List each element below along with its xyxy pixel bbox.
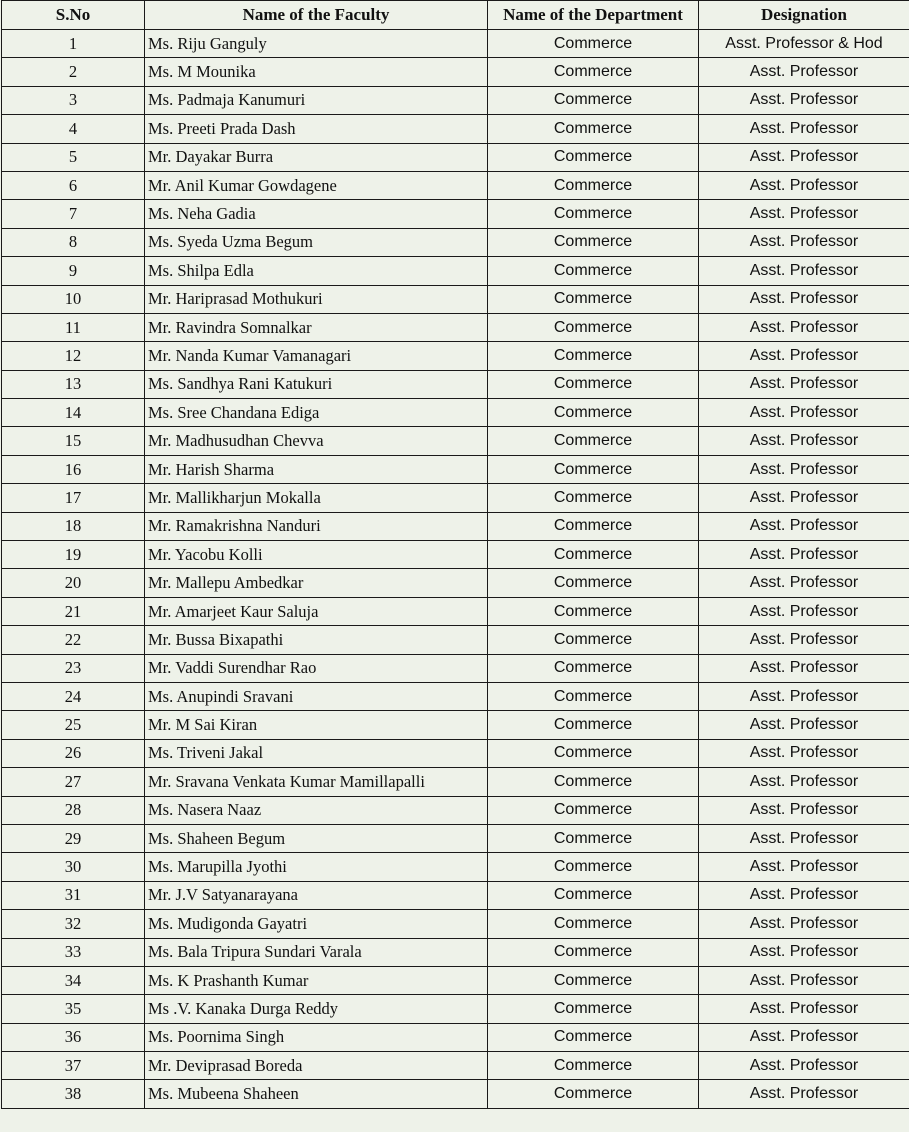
designation-cell: Asst. Professor <box>699 853 909 881</box>
faculty-name-cell: Mr. Bussa Bixapathi <box>145 626 488 654</box>
faculty-name-cell: Ms .V. Kanaka Durga Reddy <box>145 995 488 1023</box>
designation-cell: Asst. Professor <box>699 626 909 654</box>
department-cell: Commerce <box>488 30 699 58</box>
department-cell: Commerce <box>488 1023 699 1051</box>
department-cell: Commerce <box>488 1080 699 1108</box>
table-row <box>2 682 909 710</box>
faculty-name-cell: Ms. Syeda Uzma Begum <box>145 228 488 256</box>
department-cell: Commerce <box>488 455 699 483</box>
table-row <box>2 115 909 143</box>
designation-cell: Asst. Professor & Hod <box>699 30 909 58</box>
designation-cell: Asst. Professor <box>699 938 909 966</box>
header-department: Name of the Department <box>488 1 699 30</box>
table-row <box>2 881 909 909</box>
table-row <box>2 824 909 852</box>
department-cell: Commerce <box>488 1052 699 1080</box>
designation-cell: Asst. Professor <box>699 966 909 994</box>
department-cell: Commerce <box>488 711 699 739</box>
sno-cell: 10 <box>2 285 145 313</box>
designation-cell: Asst. Professor <box>699 796 909 824</box>
designation-cell: Asst. Professor <box>699 342 909 370</box>
table-row <box>2 768 909 796</box>
designation-cell: Asst. Professor <box>699 370 909 398</box>
table-row <box>2 399 909 427</box>
faculty-name-cell: Mr. Anil Kumar Gowdagene <box>145 171 488 199</box>
faculty-name-cell: Ms. Bala Tripura Sundari Varala <box>145 938 488 966</box>
department-cell: Commerce <box>488 342 699 370</box>
sno-cell: 3 <box>2 86 145 114</box>
table-row <box>2 58 909 86</box>
department-cell: Commerce <box>488 313 699 341</box>
designation-cell: Asst. Professor <box>699 1052 909 1080</box>
sno-cell: 30 <box>2 853 145 881</box>
header-row <box>2 1 909 30</box>
table-row <box>2 86 909 114</box>
sno-cell: 15 <box>2 427 145 455</box>
table-row <box>2 143 909 171</box>
table-row <box>2 711 909 739</box>
faculty-name-cell: Mr. Amarjeet Kaur Saluja <box>145 597 488 625</box>
sno-cell: 4 <box>2 115 145 143</box>
sno-cell: 1 <box>2 30 145 58</box>
faculty-name-cell: Mr. Ravindra Somnalkar <box>145 313 488 341</box>
faculty-name-cell: Ms. K Prashanth Kumar <box>145 966 488 994</box>
department-cell: Commerce <box>488 285 699 313</box>
table-row <box>2 739 909 767</box>
table-row <box>2 597 909 625</box>
faculty-name-cell: Ms. Nasera Naaz <box>145 796 488 824</box>
sno-cell: 36 <box>2 1023 145 1051</box>
department-cell: Commerce <box>488 995 699 1023</box>
faculty-name-cell: Ms. Shilpa Edla <box>145 257 488 285</box>
department-cell: Commerce <box>488 541 699 569</box>
designation-cell: Asst. Professor <box>699 881 909 909</box>
table-body <box>2 30 909 1109</box>
faculty-name-cell: Mr. M Sai Kiran <box>145 711 488 739</box>
department-cell: Commerce <box>488 115 699 143</box>
table-row <box>2 285 909 313</box>
faculty-name-cell: Mr. Vaddi Surendhar Rao <box>145 654 488 682</box>
sno-cell: 21 <box>2 597 145 625</box>
faculty-name-cell: Mr. J.V Satyanarayana <box>145 881 488 909</box>
designation-cell: Asst. Professor <box>699 768 909 796</box>
table-row <box>2 30 909 58</box>
faculty-name-cell: Mr. Hariprasad Mothukuri <box>145 285 488 313</box>
department-cell: Commerce <box>488 228 699 256</box>
faculty-name-cell: Ms. Riju Ganguly <box>145 30 488 58</box>
faculty-name-cell: Ms. Neha Gadia <box>145 200 488 228</box>
sno-cell: 34 <box>2 966 145 994</box>
department-cell: Commerce <box>488 966 699 994</box>
sno-cell: 19 <box>2 541 145 569</box>
table-row <box>2 455 909 483</box>
faculty-name-cell: Ms. Poornima Singh <box>145 1023 488 1051</box>
faculty-name-cell: Mr. Sravana Venkata Kumar Mamillapalli <box>145 768 488 796</box>
department-cell: Commerce <box>488 512 699 540</box>
department-cell: Commerce <box>488 86 699 114</box>
designation-cell: Asst. Professor <box>699 597 909 625</box>
table-row <box>2 1052 909 1080</box>
sno-cell: 27 <box>2 768 145 796</box>
table-row <box>2 228 909 256</box>
table-row <box>2 370 909 398</box>
designation-cell: Asst. Professor <box>699 257 909 285</box>
designation-cell: Asst. Professor <box>699 1080 909 1108</box>
table-header <box>2 1 909 30</box>
sno-cell: 2 <box>2 58 145 86</box>
department-cell: Commerce <box>488 427 699 455</box>
department-cell: Commerce <box>488 881 699 909</box>
designation-cell: Asst. Professor <box>699 58 909 86</box>
designation-cell: Asst. Professor <box>699 171 909 199</box>
faculty-name-cell: Ms. M Mounika <box>145 58 488 86</box>
sno-cell: 20 <box>2 569 145 597</box>
table-row <box>2 484 909 512</box>
department-cell: Commerce <box>488 399 699 427</box>
designation-cell: Asst. Professor <box>699 484 909 512</box>
designation-cell: Asst. Professor <box>699 682 909 710</box>
table-row <box>2 796 909 824</box>
designation-cell: Asst. Professor <box>699 711 909 739</box>
designation-cell: Asst. Professor <box>699 569 909 597</box>
faculty-name-cell: Ms. Triveni Jakal <box>145 739 488 767</box>
header-designation: Designation <box>699 1 909 30</box>
designation-cell: Asst. Professor <box>699 824 909 852</box>
table-row <box>2 910 909 938</box>
designation-cell: Asst. Professor <box>699 739 909 767</box>
designation-cell: Asst. Professor <box>699 995 909 1023</box>
sno-cell: 37 <box>2 1052 145 1080</box>
sno-cell: 17 <box>2 484 145 512</box>
designation-cell: Asst. Professor <box>699 313 909 341</box>
department-cell: Commerce <box>488 796 699 824</box>
table-row <box>2 200 909 228</box>
department-cell: Commerce <box>488 370 699 398</box>
department-cell: Commerce <box>488 824 699 852</box>
department-cell: Commerce <box>488 200 699 228</box>
table-row <box>2 512 909 540</box>
designation-cell: Asst. Professor <box>699 285 909 313</box>
faculty-name-cell: Mr. Yacobu Kolli <box>145 541 488 569</box>
faculty-name-cell: Mr. Mallikharjun Mokalla <box>145 484 488 512</box>
department-cell: Commerce <box>488 626 699 654</box>
designation-cell: Asst. Professor <box>699 115 909 143</box>
faculty-name-cell: Ms. Mubeena Shaheen <box>145 1080 488 1108</box>
sno-cell: 24 <box>2 682 145 710</box>
sno-cell: 7 <box>2 200 145 228</box>
sno-cell: 5 <box>2 143 145 171</box>
sno-cell: 26 <box>2 739 145 767</box>
table-row <box>2 1080 909 1108</box>
table-row <box>2 966 909 994</box>
sno-cell: 8 <box>2 228 145 256</box>
header-faculty-name: Name of the Faculty <box>145 1 488 30</box>
department-cell: Commerce <box>488 569 699 597</box>
department-cell: Commerce <box>488 171 699 199</box>
faculty-name-cell: Ms. Mudigonda Gayatri <box>145 910 488 938</box>
department-cell: Commerce <box>488 853 699 881</box>
department-cell: Commerce <box>488 484 699 512</box>
department-cell: Commerce <box>488 938 699 966</box>
designation-cell: Asst. Professor <box>699 143 909 171</box>
designation-cell: Asst. Professor <box>699 228 909 256</box>
faculty-name-cell: Ms. Sree Chandana Ediga <box>145 399 488 427</box>
designation-cell: Asst. Professor <box>699 512 909 540</box>
designation-cell: Asst. Professor <box>699 200 909 228</box>
department-cell: Commerce <box>488 654 699 682</box>
faculty-name-cell: Mr. Ramakrishna Nanduri <box>145 512 488 540</box>
faculty-name-cell: Mr. Mallepu Ambedkar <box>145 569 488 597</box>
faculty-name-cell: Ms. Sandhya Rani Katukuri <box>145 370 488 398</box>
designation-cell: Asst. Professor <box>699 654 909 682</box>
table-row <box>2 257 909 285</box>
faculty-name-cell: Mr. Nanda Kumar Vamanagari <box>145 342 488 370</box>
designation-cell: Asst. Professor <box>699 1023 909 1051</box>
sno-cell: 38 <box>2 1080 145 1108</box>
department-cell: Commerce <box>488 739 699 767</box>
sno-cell: 13 <box>2 370 145 398</box>
department-cell: Commerce <box>488 257 699 285</box>
table-row <box>2 342 909 370</box>
sno-cell: 9 <box>2 257 145 285</box>
sno-cell: 33 <box>2 938 145 966</box>
table-row <box>2 626 909 654</box>
sno-cell: 16 <box>2 455 145 483</box>
sno-cell: 31 <box>2 881 145 909</box>
table-row <box>2 541 909 569</box>
designation-cell: Asst. Professor <box>699 399 909 427</box>
designation-cell: Asst. Professor <box>699 455 909 483</box>
designation-cell: Asst. Professor <box>699 86 909 114</box>
table-row <box>2 1023 909 1051</box>
designation-cell: Asst. Professor <box>699 427 909 455</box>
faculty-name-cell: Mr. Dayakar Burra <box>145 143 488 171</box>
sno-cell: 22 <box>2 626 145 654</box>
faculty-name-cell: Ms. Padmaja Kanumuri <box>145 86 488 114</box>
designation-cell: Asst. Professor <box>699 910 909 938</box>
sno-cell: 11 <box>2 313 145 341</box>
faculty-table <box>1 0 909 1109</box>
sno-cell: 25 <box>2 711 145 739</box>
faculty-name-cell: Ms. Shaheen Begum <box>145 824 488 852</box>
department-cell: Commerce <box>488 143 699 171</box>
sno-cell: 23 <box>2 654 145 682</box>
table-row <box>2 938 909 966</box>
sno-cell: 6 <box>2 171 145 199</box>
sno-cell: 12 <box>2 342 145 370</box>
table-row <box>2 569 909 597</box>
table-row <box>2 427 909 455</box>
faculty-name-cell: Ms. Preeti Prada Dash <box>145 115 488 143</box>
table-row <box>2 171 909 199</box>
sno-cell: 32 <box>2 910 145 938</box>
table-row <box>2 654 909 682</box>
sno-cell: 35 <box>2 995 145 1023</box>
department-cell: Commerce <box>488 597 699 625</box>
faculty-name-cell: Ms. Marupilla Jyothi <box>145 853 488 881</box>
header-sno: S.No <box>2 1 145 30</box>
sno-cell: 28 <box>2 796 145 824</box>
department-cell: Commerce <box>488 910 699 938</box>
designation-cell: Asst. Professor <box>699 541 909 569</box>
faculty-name-cell: Mr. Harish Sharma <box>145 455 488 483</box>
department-cell: Commerce <box>488 58 699 86</box>
sno-cell: 14 <box>2 399 145 427</box>
table-row <box>2 853 909 881</box>
table-row <box>2 995 909 1023</box>
faculty-name-cell: Ms. Anupindi Sravani <box>145 682 488 710</box>
faculty-name-cell: Mr. Madhusudhan Chevva <box>145 427 488 455</box>
department-cell: Commerce <box>488 682 699 710</box>
sno-cell: 29 <box>2 824 145 852</box>
faculty-name-cell: Mr. Deviprasad Boreda <box>145 1052 488 1080</box>
department-cell: Commerce <box>488 768 699 796</box>
sno-cell: 18 <box>2 512 145 540</box>
table-row <box>2 313 909 341</box>
